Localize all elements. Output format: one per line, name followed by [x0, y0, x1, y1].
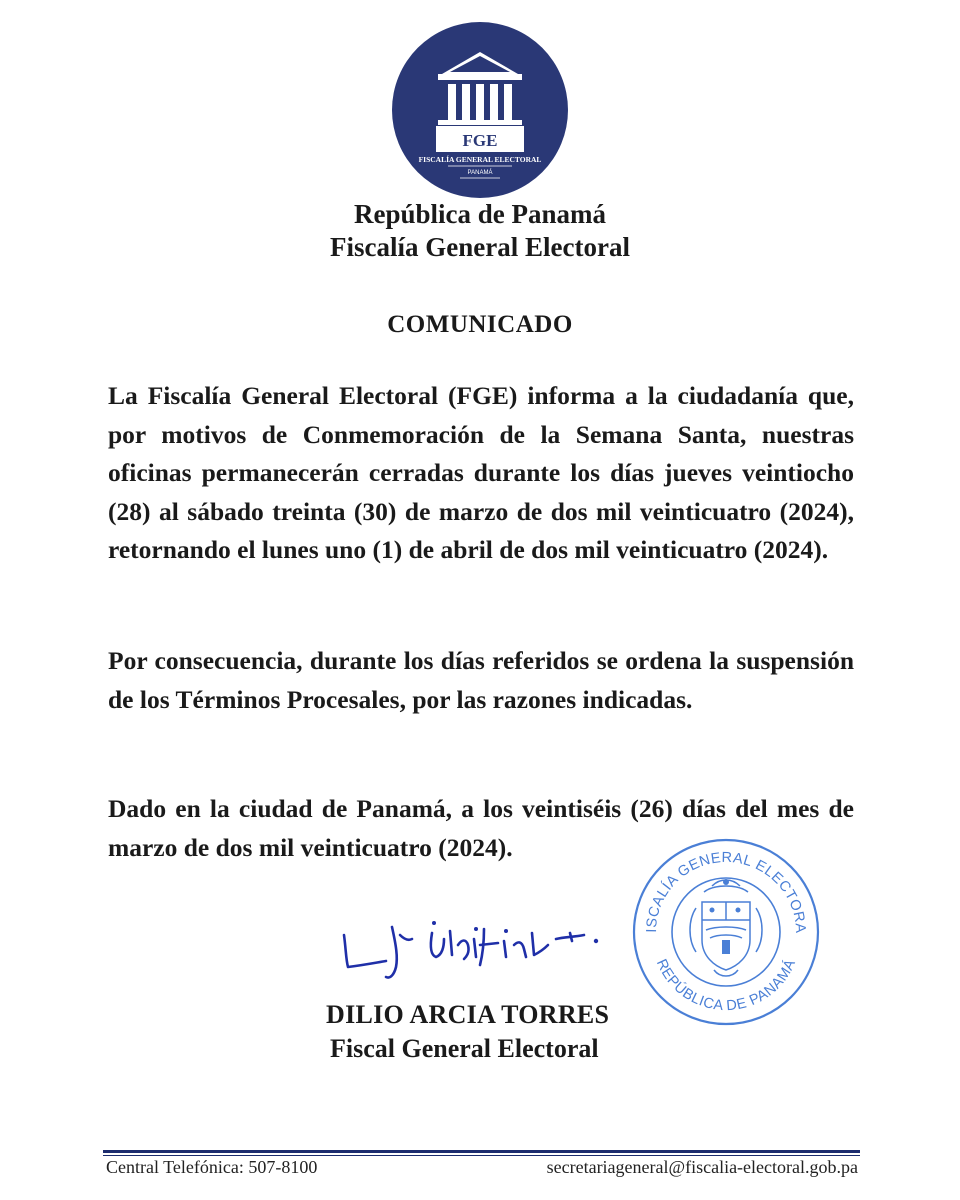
- official-seal: [626, 828, 826, 1028]
- header-country: República de Panamá: [353, 199, 607, 229]
- logo-country: PANAMÁ: [467, 170, 493, 176]
- svg-text:FISCALÍA GENERAL ELECTORAL: [626, 828, 808, 934]
- paragraph-announcement: La Fiscalía General Electoral (FGE) informa a la ciudadanía que, por motivos de Conmemoración de la Semana Santa, nuestras oficinas permanecerán cerradas durante los días jueves veintiocho (28) al sábado treinta (30) de marzo de dos mil veinticuatro (2024), retornando el lunes uno (1) de abril de dos mil veinticuatro (2024).: [108, 381, 854, 564]
- logo-org-name: FISCALÍA GENERAL ELECTORAL: [418, 155, 542, 164]
- signer-title: Fiscal General Electoral: [330, 1034, 599, 1063]
- coat-of-arms-seal-icon: [626, 828, 826, 1028]
- fge-logo: [392, 22, 568, 198]
- footer-divider: [103, 1150, 860, 1153]
- header-institution: Fiscalía General Electoral: [330, 232, 630, 262]
- signer-name: DILIO ARCIA TORRES: [326, 1000, 610, 1029]
- signature: [334, 905, 630, 985]
- footer-email: secretariageneral@fiscalia-electoral.gob.pa: [546, 1157, 858, 1177]
- paragraph-suspension: Por consecuencia, durante los días referidos se ordena la suspensión de los Términos Procesales, por las razones indicadas.: [108, 646, 854, 714]
- document-title: COMUNICADO: [387, 311, 573, 338]
- seal-top-text: ISCALÍA GENERAL ELECTORA: [643, 849, 809, 934]
- logo-acronym: FGE: [462, 131, 498, 150]
- fge-temple-logo-icon: [392, 22, 568, 198]
- seal-bottom-text: REPÚBLICA DE PANAMÁ: [652, 956, 800, 1015]
- footer-phone: Central Telefónica: 507-8100: [106, 1157, 318, 1177]
- handwritten-signature-icon: [334, 905, 630, 985]
- paragraph-date-given: Dado en la ciudad de Panamá, a los veintiséis (26) días del mes de marzo de dos mil veinticuatro (2024).: [108, 794, 854, 862]
- footer-divider-thin: [103, 1155, 860, 1156]
